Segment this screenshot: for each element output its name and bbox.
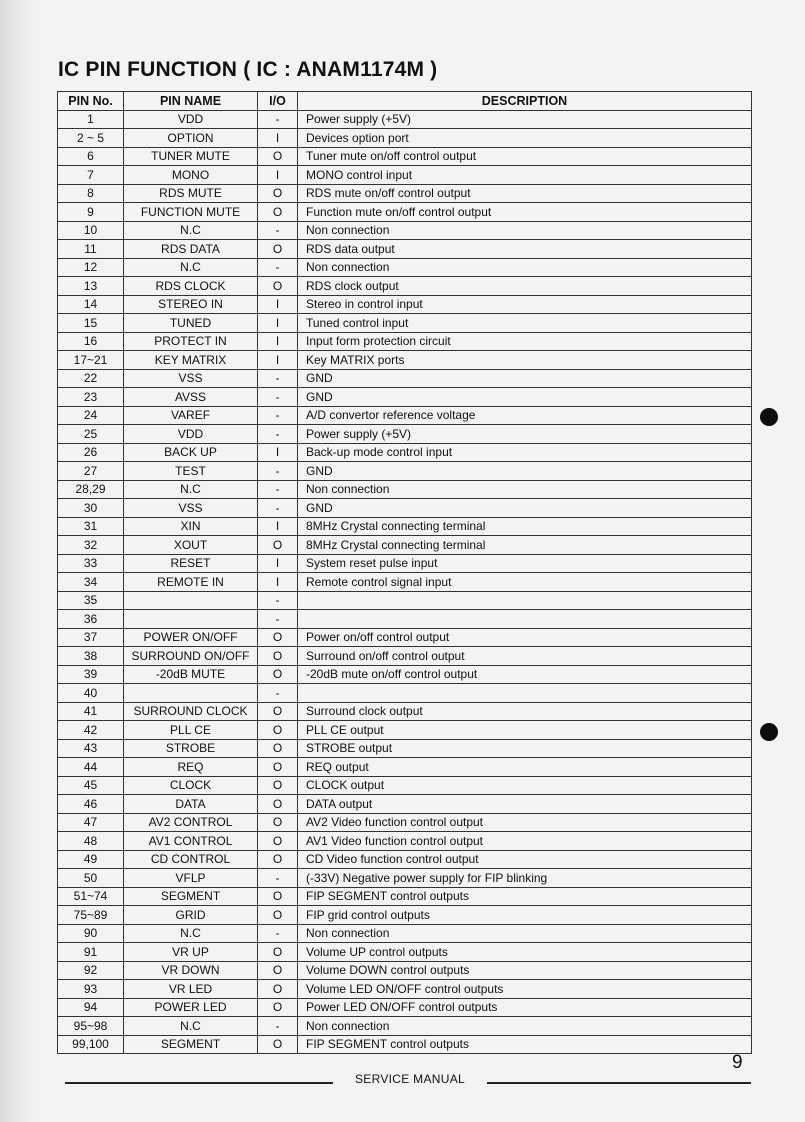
column-header-io: I/O: [258, 92, 298, 111]
table-row: [58, 258, 752, 277]
pin-number-cell: 13: [58, 277, 124, 296]
pin-number-cell: 8: [58, 184, 124, 203]
pin-name-cell: N.C: [124, 258, 258, 277]
pin-number-cell: 32: [58, 536, 124, 555]
table-row: [58, 869, 752, 888]
table-row: [58, 739, 752, 758]
io-cell: -: [258, 610, 298, 629]
io-cell: I: [258, 573, 298, 592]
pin-name-cell: AV1 CONTROL: [124, 832, 258, 851]
description-cell: Volume LED ON/OFF control outputs: [298, 980, 752, 999]
description-cell: REQ output: [298, 758, 752, 777]
table-row: [58, 684, 752, 703]
pin-number-cell: 24: [58, 406, 124, 425]
description-cell: AV2 Video function control output: [298, 813, 752, 832]
pin-name-cell: N.C: [124, 1017, 258, 1036]
description-cell: FIP grid control outputs: [298, 906, 752, 925]
io-cell: -: [258, 462, 298, 481]
io-cell: I: [258, 314, 298, 333]
table-row: [58, 332, 752, 351]
table-row: [58, 924, 752, 943]
pin-number-cell: 95~98: [58, 1017, 124, 1036]
description-cell: Power LED ON/OFF control outputs: [298, 998, 752, 1017]
table-row: [58, 351, 752, 370]
io-cell: O: [258, 832, 298, 851]
pin-name-cell: RDS DATA: [124, 240, 258, 259]
table-row: [58, 887, 752, 906]
io-cell: I: [258, 129, 298, 148]
pin-name-cell: STROBE: [124, 739, 258, 758]
pin-number-cell: 33: [58, 554, 124, 573]
pin-number-cell: 94: [58, 998, 124, 1017]
description-cell: PLL CE output: [298, 721, 752, 740]
table-row: [58, 776, 752, 795]
description-cell: Stereo in control input: [298, 295, 752, 314]
pin-name-cell: REQ: [124, 758, 258, 777]
pin-number-cell: 23: [58, 388, 124, 407]
pin-number-cell: 6: [58, 147, 124, 166]
pin-name-cell: CLOCK: [124, 776, 258, 795]
pin-name-cell: STEREO IN: [124, 295, 258, 314]
pin-number-cell: 47: [58, 813, 124, 832]
io-cell: -: [258, 406, 298, 425]
io-cell: O: [258, 906, 298, 925]
description-cell: STROBE output: [298, 739, 752, 758]
table-row: [58, 702, 752, 721]
pin-number-cell: 11: [58, 240, 124, 259]
pin-name-cell: TUNED: [124, 314, 258, 333]
table-row: [58, 832, 752, 851]
pin-number-cell: 75~89: [58, 906, 124, 925]
table-row: [58, 499, 752, 518]
description-cell: Volume DOWN control outputs: [298, 961, 752, 980]
io-cell: -: [258, 425, 298, 444]
table-row: [58, 758, 752, 777]
pin-name-cell: VAREF: [124, 406, 258, 425]
pin-number-cell: 14: [58, 295, 124, 314]
io-cell: -: [258, 221, 298, 240]
io-cell: I: [258, 351, 298, 370]
pin-number-cell: 51~74: [58, 887, 124, 906]
pin-number-cell: 27: [58, 462, 124, 481]
io-cell: I: [258, 443, 298, 462]
pin-number-cell: 31: [58, 517, 124, 536]
io-cell: O: [258, 628, 298, 647]
pin-number-cell: 12: [58, 258, 124, 277]
io-cell: -: [258, 499, 298, 518]
binder-hole: [760, 408, 778, 426]
description-cell: [298, 591, 752, 610]
table-row: [58, 536, 752, 555]
table-row: [58, 943, 752, 962]
table-row: [58, 906, 752, 925]
io-cell: O: [258, 240, 298, 259]
io-cell: -: [258, 924, 298, 943]
description-cell: GND: [298, 462, 752, 481]
pin-number-cell: 34: [58, 573, 124, 592]
pin-name-cell: VSS: [124, 369, 258, 388]
table-row: [58, 813, 752, 832]
io-cell: O: [258, 147, 298, 166]
table-row: [58, 203, 752, 222]
table-row: [58, 628, 752, 647]
table-row: [58, 573, 752, 592]
io-cell: O: [258, 776, 298, 795]
table-row: [58, 221, 752, 240]
pin-number-cell: 46: [58, 795, 124, 814]
pin-name-cell: AV2 CONTROL: [124, 813, 258, 832]
pin-number-cell: 38: [58, 647, 124, 666]
pin-number-cell: 35: [58, 591, 124, 610]
pin-number-cell: 40: [58, 684, 124, 703]
description-cell: Non connection: [298, 1017, 752, 1036]
io-cell: O: [258, 998, 298, 1017]
description-cell: Non connection: [298, 924, 752, 943]
table-row: [58, 1017, 752, 1036]
table-row: [58, 443, 752, 462]
io-cell: I: [258, 295, 298, 314]
pin-number-cell: 48: [58, 832, 124, 851]
description-cell: Non connection: [298, 258, 752, 277]
table-row: [58, 295, 752, 314]
io-cell: O: [258, 665, 298, 684]
io-cell: O: [258, 721, 298, 740]
pin-number-cell: 9: [58, 203, 124, 222]
pin-name-cell: N.C: [124, 924, 258, 943]
pin-name-cell: KEY MATRIX: [124, 351, 258, 370]
pin-number-cell: 22: [58, 369, 124, 388]
pin-name-cell: REMOTE IN: [124, 573, 258, 592]
pin-number-cell: 25: [58, 425, 124, 444]
io-cell: O: [258, 943, 298, 962]
io-cell: I: [258, 166, 298, 185]
pin-name-cell: VR UP: [124, 943, 258, 962]
io-cell: O: [258, 702, 298, 721]
table-row: [58, 721, 752, 740]
io-cell: O: [258, 536, 298, 555]
io-cell: O: [258, 961, 298, 980]
pin-name-cell: RDS CLOCK: [124, 277, 258, 296]
description-cell: GND: [298, 388, 752, 407]
io-cell: O: [258, 203, 298, 222]
description-cell: FIP SEGMENT control outputs: [298, 887, 752, 906]
io-cell: -: [258, 480, 298, 499]
pin-number-cell: 10: [58, 221, 124, 240]
pin-name-cell: DATA: [124, 795, 258, 814]
pin-name-cell: RESET: [124, 554, 258, 573]
io-cell: O: [258, 980, 298, 999]
description-cell: Function mute on/off control output: [298, 203, 752, 222]
description-cell: Power on/off control output: [298, 628, 752, 647]
footer-rule-right: [487, 1082, 751, 1084]
pin-number-cell: 17~21: [58, 351, 124, 370]
page-number: 9: [732, 1052, 743, 1073]
column-header-description: DESCRIPTION: [298, 92, 752, 111]
pin-name-cell: PROTECT IN: [124, 332, 258, 351]
io-cell: -: [258, 388, 298, 407]
table-row: [58, 850, 752, 869]
description-cell: RDS data output: [298, 240, 752, 259]
page-edge-shadow: [0, 0, 36, 1122]
table-row: [58, 480, 752, 499]
table-row: [58, 184, 752, 203]
description-cell: Back-up mode control input: [298, 443, 752, 462]
io-cell: O: [258, 739, 298, 758]
table-row: [58, 388, 752, 407]
table-row: [58, 591, 752, 610]
io-cell: -: [258, 684, 298, 703]
io-cell: O: [258, 758, 298, 777]
description-cell: RDS clock output: [298, 277, 752, 296]
description-cell: Non connection: [298, 480, 752, 499]
description-cell: Non connection: [298, 221, 752, 240]
table-row: [58, 961, 752, 980]
pin-name-cell: VFLP: [124, 869, 258, 888]
pin-number-cell: 49: [58, 850, 124, 869]
description-cell: GND: [298, 499, 752, 518]
pin-name-cell: AVSS: [124, 388, 258, 407]
io-cell: I: [258, 554, 298, 573]
description-cell: Tuned control input: [298, 314, 752, 333]
description-cell: DATA output: [298, 795, 752, 814]
table-row: [58, 277, 752, 296]
table-row: [58, 665, 752, 684]
table-row: [58, 998, 752, 1017]
table-row: [58, 406, 752, 425]
pin-number-cell: 28,29: [58, 480, 124, 499]
table-row: [58, 314, 752, 333]
pin-name-cell: N.C: [124, 480, 258, 499]
pin-name-cell: PLL CE: [124, 721, 258, 740]
footer-label: SERVICE MANUAL: [354, 1072, 465, 1086]
table-row: [58, 980, 752, 999]
pin-number-cell: 44: [58, 758, 124, 777]
pin-name-cell: [124, 591, 258, 610]
description-cell: Power supply (+5V): [298, 110, 752, 129]
description-cell: (-33V) Negative power supply for FIP blinking: [298, 869, 752, 888]
io-cell: O: [258, 1035, 298, 1054]
column-header-pin-no: PIN No.: [58, 92, 124, 111]
pin-number-cell: 2 ~ 5: [58, 129, 124, 148]
description-cell: Volume UP control outputs: [298, 943, 752, 962]
table-row: [58, 147, 752, 166]
io-cell: O: [258, 795, 298, 814]
description-cell: GND: [298, 369, 752, 388]
description-cell: Surround clock output: [298, 702, 752, 721]
pin-number-cell: 15: [58, 314, 124, 333]
table-row: [58, 129, 752, 148]
pin-number-cell: 41: [58, 702, 124, 721]
pin-name-cell: OPTION: [124, 129, 258, 148]
pin-number-cell: 30: [58, 499, 124, 518]
table-row: [58, 1035, 752, 1054]
io-cell: I: [258, 332, 298, 351]
pin-name-cell: N.C: [124, 221, 258, 240]
pin-number-cell: 37: [58, 628, 124, 647]
description-cell: AV1 Video function control output: [298, 832, 752, 851]
binder-hole: [760, 723, 778, 741]
pin-number-cell: 1: [58, 110, 124, 129]
table-body: [58, 110, 752, 1054]
pin-name-cell: VDD: [124, 110, 258, 129]
pin-name-cell: VDD: [124, 425, 258, 444]
pin-function-table: [57, 91, 752, 1054]
table-row: [58, 110, 752, 129]
io-cell: -: [258, 869, 298, 888]
table-row: [58, 554, 752, 573]
pin-number-cell: 99,100: [58, 1035, 124, 1054]
description-cell: MONO control input: [298, 166, 752, 185]
pin-name-cell: TUNER MUTE: [124, 147, 258, 166]
io-cell: O: [258, 277, 298, 296]
pin-name-cell: SURROUND ON/OFF: [124, 647, 258, 666]
io-cell: O: [258, 887, 298, 906]
table-row: [58, 425, 752, 444]
table-header-row: [58, 92, 752, 111]
pin-name-cell: VR LED: [124, 980, 258, 999]
io-cell: I: [258, 517, 298, 536]
pin-name-cell: CD CONTROL: [124, 850, 258, 869]
pin-number-cell: 93: [58, 980, 124, 999]
pin-name-cell: XOUT: [124, 536, 258, 555]
pin-number-cell: 43: [58, 739, 124, 758]
pin-name-cell: MONO: [124, 166, 258, 185]
io-cell: O: [258, 813, 298, 832]
pin-number-cell: 16: [58, 332, 124, 351]
pin-name-cell: [124, 684, 258, 703]
table-row: [58, 369, 752, 388]
column-header-pin-name: PIN NAME: [124, 92, 258, 111]
pin-name-cell: SEGMENT: [124, 887, 258, 906]
pin-name-cell: VSS: [124, 499, 258, 518]
description-cell: Key MATRIX ports: [298, 351, 752, 370]
description-cell: CD Video function control output: [298, 850, 752, 869]
table-row: [58, 647, 752, 666]
pin-name-cell: XIN: [124, 517, 258, 536]
description-cell: -20dB mute on/off control output: [298, 665, 752, 684]
description-cell: Surround on/off control output: [298, 647, 752, 666]
description-cell: 8MHz Crystal connecting terminal: [298, 517, 752, 536]
table-row: [58, 166, 752, 185]
table-row: [58, 240, 752, 259]
table-row: [58, 517, 752, 536]
description-cell: FIP SEGMENT control outputs: [298, 1035, 752, 1054]
page-title: IC PIN FUNCTION ( IC : ANAM1174M ): [58, 58, 438, 81]
description-cell: CLOCK output: [298, 776, 752, 795]
description-cell: Devices option port: [298, 129, 752, 148]
table-row: [58, 462, 752, 481]
description-cell: RDS mute on/off control output: [298, 184, 752, 203]
pin-number-cell: 36: [58, 610, 124, 629]
pin-name-cell: GRID: [124, 906, 258, 925]
pin-number-cell: 42: [58, 721, 124, 740]
pin-number-cell: 26: [58, 443, 124, 462]
pin-name-cell: POWER LED: [124, 998, 258, 1017]
description-cell: Power supply (+5V): [298, 425, 752, 444]
pin-number-cell: 90: [58, 924, 124, 943]
pin-name-cell: TEST: [124, 462, 258, 481]
pin-name-cell: [124, 610, 258, 629]
pin-number-cell: 50: [58, 869, 124, 888]
pin-name-cell: SEGMENT: [124, 1035, 258, 1054]
description-cell: 8MHz Crystal connecting terminal: [298, 536, 752, 555]
pin-name-cell: SURROUND CLOCK: [124, 702, 258, 721]
pin-name-cell: FUNCTION MUTE: [124, 203, 258, 222]
description-cell: Remote control signal input: [298, 573, 752, 592]
pin-number-cell: 91: [58, 943, 124, 962]
footer-rule-left: [65, 1082, 333, 1084]
pin-name-cell: BACK UP: [124, 443, 258, 462]
table-row: [58, 795, 752, 814]
io-cell: -: [258, 110, 298, 129]
description-cell: Input form protection circuit: [298, 332, 752, 351]
io-cell: O: [258, 184, 298, 203]
pin-name-cell: -20dB MUTE: [124, 665, 258, 684]
description-cell: A/D convertor reference voltage: [298, 406, 752, 425]
table-row: [58, 610, 752, 629]
description-cell: [298, 684, 752, 703]
pin-number-cell: 39: [58, 665, 124, 684]
pin-number-cell: 45: [58, 776, 124, 795]
description-cell: System reset pulse input: [298, 554, 752, 573]
io-cell: O: [258, 647, 298, 666]
description-cell: [298, 610, 752, 629]
pin-number-cell: 7: [58, 166, 124, 185]
io-cell: O: [258, 850, 298, 869]
pin-name-cell: RDS MUTE: [124, 184, 258, 203]
description-cell: Tuner mute on/off control output: [298, 147, 752, 166]
io-cell: -: [258, 258, 298, 277]
io-cell: -: [258, 369, 298, 388]
pin-name-cell: POWER ON/OFF: [124, 628, 258, 647]
io-cell: -: [258, 591, 298, 610]
pin-number-cell: 92: [58, 961, 124, 980]
pin-name-cell: VR DOWN: [124, 961, 258, 980]
io-cell: -: [258, 1017, 298, 1036]
